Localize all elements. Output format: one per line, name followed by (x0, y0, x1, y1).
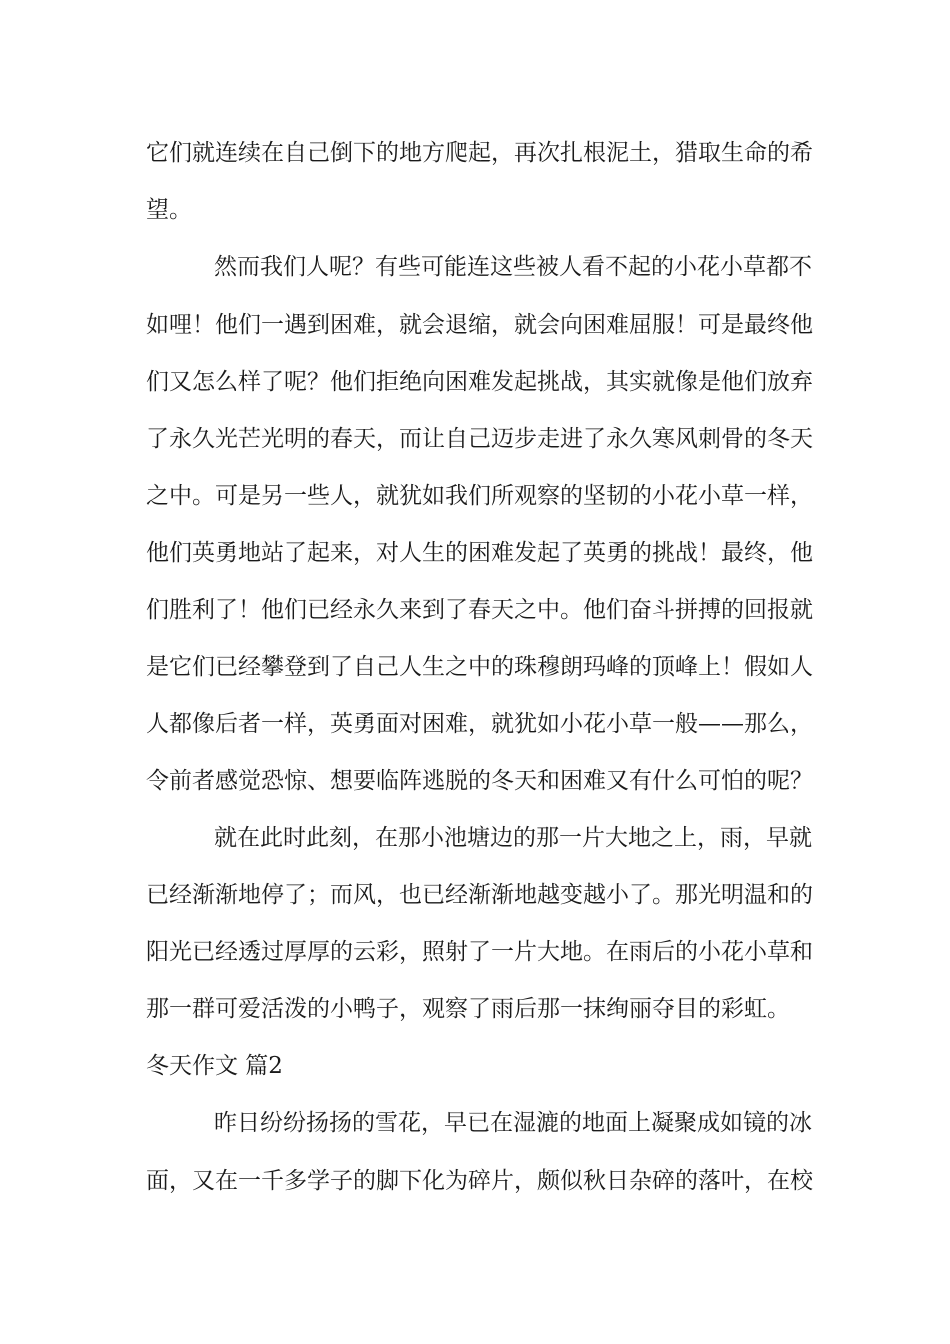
paragraph-start-line: 就在此时此刻，在那小池塘边的那一片大地之上，雨，早就 (214, 825, 812, 851)
text-line: 是它们已经攀登到了自己人生之中的珠穆朗玛峰的顶峰上！假如人 (146, 654, 813, 680)
paragraph-start-line: 昨日纷纷扬扬的雪花，早已在湿漉的地面上凝聚成如镜的冰 (214, 1110, 812, 1136)
text-line: 他们英勇地站了起来，对人生的困难发起了英勇的挑战！最终，他 (146, 540, 813, 566)
text-line: 们又怎么样了呢？他们拒绝向困难发起挑战，其实就像是他们放弃 (146, 369, 813, 395)
text-line: 令前者感觉恐惊、想要临阵逃脱的冬天和困难又有什么可怕的呢？ (146, 768, 813, 794)
text-line: 了永久光芒光明的春天，而让自己迈步走进了永久寒风刺骨的冬天 (146, 426, 813, 452)
text-line: 面，又在一千多学子的脚下化为碎片，颇似秋日杂碎的落叶，在校 (146, 1168, 813, 1194)
text-line: 望。 (146, 197, 192, 223)
paragraph-start-line: 然而我们人呢？有些可能连这些被人看不起的小花小草都不 (214, 254, 812, 280)
text-line: 已经渐渐地停了；而风，也已经渐渐地越变越小了。那光明温和的 (146, 882, 813, 908)
text-line: 它们就连续在自己倒下的地方爬起，再次扎根泥土，猎取生命的希 (146, 140, 813, 166)
text-line: 那一群可爱活泼的小鸭子，观察了雨后那一抹绚丽夺目的彩虹。 (146, 996, 790, 1022)
text-line: 们胜利了！他们已经永久来到了春天之中。他们奋斗拼搏的回报就 (146, 597, 813, 623)
text-line: 如哩！他们一遇到困难，就会退缩，就会向困难屈服！可是最终他 (146, 312, 813, 338)
text-line: 之中。可是另一些人，就犹如我们所观察的坚韧的小花小草一样， (146, 483, 813, 509)
text-line: 人都像后者一样，英勇面对困难，就犹如小花小草一般——那么， (146, 711, 813, 737)
text-line: 阳光已经透过厚厚的云彩，照射了一片大地。在雨后的小花小草和 (146, 939, 813, 965)
section-heading: 冬天作文 篇2 (146, 1053, 283, 1079)
